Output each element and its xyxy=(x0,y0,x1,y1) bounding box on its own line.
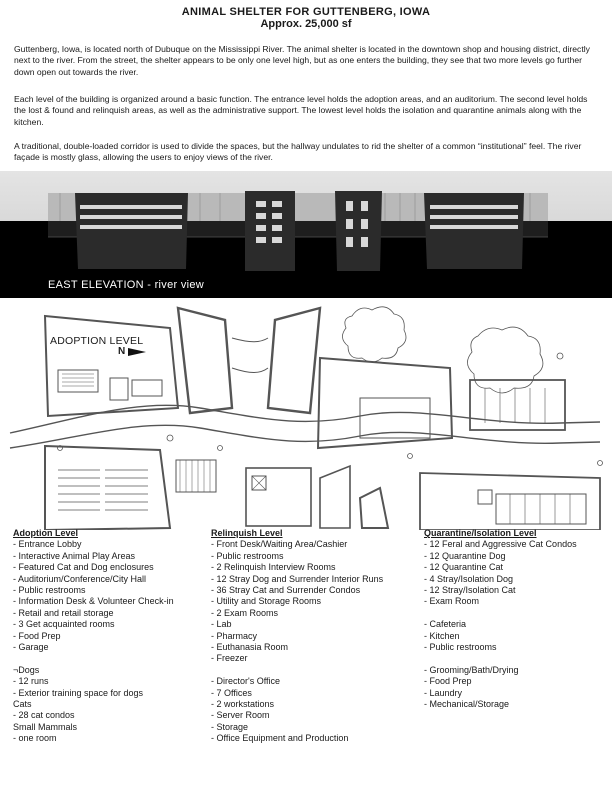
list-item: - 4 Stray/Isolation Dog xyxy=(424,573,514,584)
list-item: - Server Room xyxy=(211,710,270,721)
list-item: - 2 Relinquish Interview Rooms xyxy=(211,562,336,573)
list-item: - Kitchen xyxy=(424,630,460,641)
list-item: - 3 Get acquainted rooms xyxy=(13,619,115,630)
list-item: Cats xyxy=(13,699,32,710)
list-item: - Pharmacy xyxy=(211,630,258,641)
list-item: - Mechanical/Storage xyxy=(424,699,510,710)
north-label: N xyxy=(118,346,126,357)
quarantine-level-list xyxy=(424,539,577,710)
list-item: - 2 Exam Rooms xyxy=(211,607,279,618)
list-item: - 2 workstations xyxy=(211,699,275,710)
north-arrow-icon xyxy=(128,348,146,356)
list-item: - Office Equipment and Production xyxy=(211,733,349,744)
list-item: - 7 Offices xyxy=(211,687,252,698)
list-item: - Grooming/Bath/Drying xyxy=(424,664,519,675)
plan-level-label: ADOPTION LEVEL xyxy=(50,335,144,347)
list-item: - Auditorium/Conference/City Hall xyxy=(13,573,147,584)
list-item: - Lab xyxy=(211,619,232,630)
list-item: Small Mammals xyxy=(13,721,78,732)
list-item: - Utility and Storage Rooms xyxy=(211,596,322,607)
list-item: - 36 Stray Cat and Surrender Condos xyxy=(211,585,361,596)
list-item: - Exam Room xyxy=(424,596,480,607)
list-item: - Entrance Lobby xyxy=(13,539,82,550)
relinquish-level-program xyxy=(211,528,383,745)
list-item: - 12 Quarantine Dog xyxy=(424,550,506,561)
relinquish-level-heading: Relinquish Level xyxy=(211,528,283,538)
list-item: - 12 Feral and Aggressive Cat Condos xyxy=(424,539,577,550)
list-item: - Euthanasia Room xyxy=(211,642,289,653)
quarantine-level-program xyxy=(424,528,577,710)
list-item: - 28 cat condos xyxy=(13,710,75,721)
list-item: - 12 runs xyxy=(13,676,49,687)
adoption-level-list xyxy=(13,539,174,744)
list-item: - Exterior training space for dogs xyxy=(13,687,144,698)
east-elevation-drawing xyxy=(0,171,612,298)
list-item: - Laundry xyxy=(424,687,463,698)
list-item: - Food Prep xyxy=(424,676,472,687)
elevation-label: EAST ELEVATION - river view xyxy=(48,279,205,291)
adoption-level-heading: Adoption Level xyxy=(13,528,78,538)
list-item: - Cafeteria xyxy=(424,619,467,630)
intro-paragraph-2: Each level of the building is organized around a basic function. The entrance level holds the adoption areas, and an auditorium. The second level holds the lost & found and relinquish areas, as well as the administrative support. The lowest level holds the isolation and quarantine animals along with the kitchen. xyxy=(14,94,588,127)
list-item: - Public restrooms xyxy=(211,550,284,561)
list-item: - Public restrooms xyxy=(13,585,86,596)
list-item: - Interactive Animal Play Areas xyxy=(13,550,136,561)
list-item: - Freezer xyxy=(211,653,248,664)
page-subtitle: Approx. 25,000 sf xyxy=(260,18,352,30)
intro-paragraph-1: Guttenberg, Iowa, is located north of Dubuque on the Mississippi River. The animal shelter is located in the downtown shop and housing district, directly next to the river. From the street, the shelter appears to be only one level high, but as one enters the building, they see that two more levels go further down open out towards the river. xyxy=(14,44,590,77)
list-item: - Retail and retail storage xyxy=(13,607,114,618)
list-item: - 12 Quarantine Cat xyxy=(424,562,504,573)
list-item: - one room xyxy=(13,733,57,744)
list-item: ¬Dogs xyxy=(13,664,40,675)
relinquish-level-list xyxy=(211,539,383,744)
adoption-level-floor-plan xyxy=(0,298,612,530)
list-item: - Featured Cat and Dog enclosures xyxy=(13,562,154,573)
list-item: - 12 Stray/Isolation Cat xyxy=(424,585,516,596)
page-title: ANIMAL SHELTER FOR GUTTENBERG, IOWA xyxy=(181,6,431,18)
quarantine-level-heading: Quarantine/Isolation Level xyxy=(424,528,537,538)
list-item: - Information Desk & Volunteer Check-in xyxy=(13,596,174,607)
adoption-level-program xyxy=(13,528,174,745)
list-item: - 12 Stray Dog and Surrender Interior Runs xyxy=(211,573,384,584)
list-item: - Director's Office xyxy=(211,676,281,687)
list-item: - Public restrooms xyxy=(424,642,497,653)
list-item: - Food Prep xyxy=(13,630,61,641)
list-item: - Storage xyxy=(211,721,249,732)
floor-plan-graphic xyxy=(0,298,612,530)
intro-paragraph-3: A traditional, double-loaded corridor is used to divide the spaces, but the hallway undulates to rid the shelter of a common “institutional” feel. The river façade is mostly glass, allowing the users to enjoy views of the river. xyxy=(14,141,582,163)
list-item: - Front Desk/Waiting Area/Cashier xyxy=(211,539,348,550)
list-item: - Garage xyxy=(13,642,49,653)
